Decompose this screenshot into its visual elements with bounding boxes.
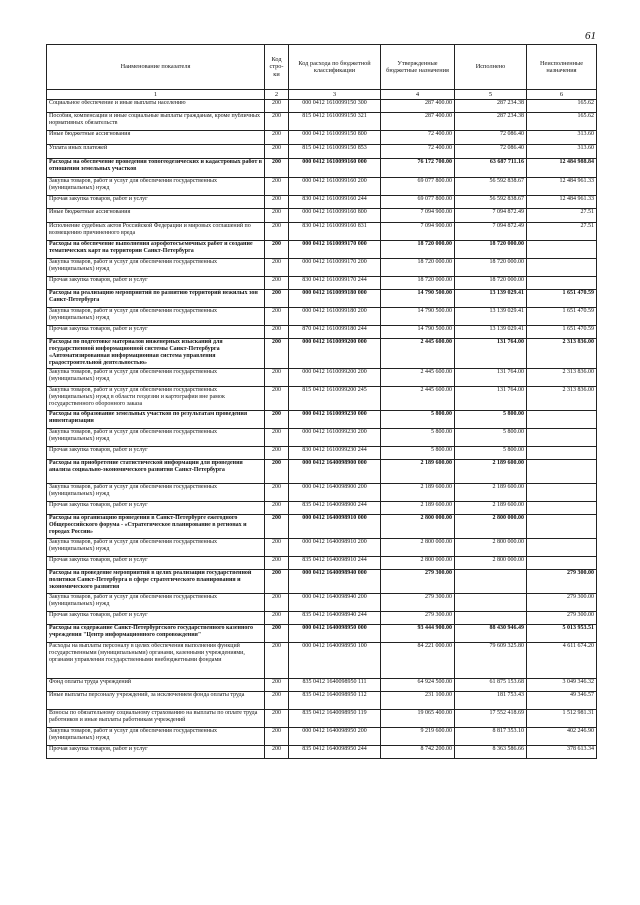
row-indicator-name: Фонд оплаты труда учреждений (47, 679, 265, 692)
row-executed-amount: 2 189 600.00 (455, 502, 527, 515)
row-line-code: 200 (265, 710, 289, 728)
table-row (47, 692, 597, 710)
row-executed-amount: 61 875 153.68 (455, 679, 527, 692)
row-remaining-amount: 1 651 470.59 (527, 290, 597, 308)
table-row (47, 557, 597, 570)
row-approved-amount: 72 400.00 (381, 131, 455, 145)
row-indicator-name: Расходы на приобретение статистической информации для проведения анализа социально-экономического развития Санкт-Петербурга (47, 460, 265, 484)
row-approved-amount: 279 300.00 (381, 612, 455, 625)
table-row (47, 159, 597, 178)
table-row (47, 308, 597, 326)
row-remaining-amount: 2 313 836.00 (527, 369, 597, 387)
row-remaining-amount: 165.62 (527, 113, 597, 131)
row-classification-code: 000 0412 1610099170 200 (289, 259, 381, 277)
row-indicator-name: Иные выплаты персоналу учреждений, за исключением фонда оплаты труда (47, 692, 265, 710)
header-line-code: Код стро-ки (265, 45, 289, 90)
row-indicator-name: Иные бюджетные ассигнования (47, 209, 265, 223)
table-row (47, 746, 597, 759)
row-line-code: 200 (265, 277, 289, 290)
row-line-code: 200 (265, 570, 289, 594)
row-line-code: 200 (265, 308, 289, 326)
row-approved-amount: 279 300.00 (381, 594, 455, 612)
row-executed-amount: 131 764.00 (455, 387, 527, 411)
row-remaining-amount: 27.51 (527, 209, 597, 223)
row-remaining-amount: 12 484 961.33 (527, 178, 597, 196)
row-indicator-name: Закупка товаров, работ и услуг для обеспечения государственных (муниципальных) нужд в области геодезии и картографии вне рамок государственного оборонного заказа (47, 387, 265, 411)
row-line-code: 200 (265, 728, 289, 746)
row-line-code: 200 (265, 429, 289, 447)
row-executed-amount (455, 612, 527, 625)
table-row (47, 594, 597, 612)
row-classification-code: 000 0412 1610099200 200 (289, 369, 381, 387)
row-approved-amount: 231 100.00 (381, 692, 455, 710)
row-remaining-amount: 279 300.00 (527, 570, 597, 594)
row-classification-code: 835 0412 1640098950 111 (289, 679, 381, 692)
table-row (47, 643, 597, 679)
table-row (47, 570, 597, 594)
row-approved-amount: 287 400.00 (381, 113, 455, 131)
table-row (47, 145, 597, 159)
row-executed-amount: 2 189 600.00 (455, 484, 527, 502)
row-line-code: 200 (265, 326, 289, 339)
row-indicator-name: Расходы на образование земельных участков по результатам проведения инвентаризации (47, 411, 265, 429)
column-number: 5 (455, 90, 527, 100)
row-classification-code: 830 0412 1610099160 244 (289, 196, 381, 209)
row-approved-amount: 5 800.00 (381, 411, 455, 429)
table-row (47, 484, 597, 502)
table-row (47, 223, 597, 241)
row-executed-amount: 13 139 029.41 (455, 308, 527, 326)
row-classification-code: 835 0412 1640098950 244 (289, 746, 381, 759)
row-line-code: 200 (265, 502, 289, 515)
row-classification-code: 000 0412 1640098900 200 (289, 484, 381, 502)
row-classification-code: 835 0412 1640098910 244 (289, 557, 381, 570)
column-number: 3 (289, 90, 381, 100)
row-classification-code: 000 0412 1610099180 200 (289, 308, 381, 326)
row-executed-amount: 72 086.40 (455, 145, 527, 159)
row-line-code: 200 (265, 369, 289, 387)
row-executed-amount: 287 234.38 (455, 100, 527, 113)
table-row (47, 679, 597, 692)
row-remaining-amount: 378 613.34 (527, 746, 597, 759)
row-remaining-amount: 402 246.90 (527, 728, 597, 746)
row-executed-amount: 79 609 325.80 (455, 643, 527, 679)
column-number: 6 (527, 90, 597, 100)
row-indicator-name: Закупка товаров, работ и услуг для обеспечения государственных (муниципальных) нужд (47, 728, 265, 746)
row-line-code: 200 (265, 625, 289, 643)
row-line-code: 200 (265, 178, 289, 196)
row-remaining-amount: 279 300.00 (527, 612, 597, 625)
table-header-row (47, 45, 597, 90)
table-row (47, 209, 597, 223)
row-line-code: 200 (265, 460, 289, 484)
row-remaining-amount: 313.60 (527, 145, 597, 159)
row-remaining-amount: 165.62 (527, 100, 597, 113)
row-line-code: 200 (265, 100, 289, 113)
row-line-code: 200 (265, 290, 289, 308)
row-classification-code: 835 0412 1640098940 244 (289, 612, 381, 625)
row-approved-amount: 8 742 200.00 (381, 746, 455, 759)
row-line-code: 200 (265, 113, 289, 131)
table-row (47, 460, 597, 484)
row-approved-amount: 9 219 600.00 (381, 728, 455, 746)
row-executed-amount: 8 363 586.66 (455, 746, 527, 759)
row-approved-amount: 64 924 500.00 (381, 679, 455, 692)
row-line-code: 200 (265, 557, 289, 570)
row-approved-amount: 5 800.00 (381, 429, 455, 447)
row-approved-amount: 69 077 800.00 (381, 196, 455, 209)
row-classification-code: 000 0412 1610099170 000 (289, 241, 381, 259)
row-remaining-amount (527, 411, 597, 429)
table-row (47, 131, 597, 145)
row-classification-code: 000 0412 1610099150 800 (289, 131, 381, 145)
row-indicator-name: Расходы на содержание Санкт-Петербургского государственного казенного учреждения "Центр информационного сопровождения" (47, 625, 265, 643)
row-executed-amount: 2 189 600.00 (455, 460, 527, 484)
table-row (47, 290, 597, 308)
row-approved-amount: 2 800 000.00 (381, 557, 455, 570)
row-approved-amount: 18 720 000.00 (381, 241, 455, 259)
row-classification-code: 835 0412 1640098950 112 (289, 692, 381, 710)
row-classification-code: 835 0412 1640098900 244 (289, 502, 381, 515)
row-executed-amount: 13 139 029.41 (455, 290, 527, 308)
row-remaining-amount (527, 502, 597, 515)
row-approved-amount: 76 172 700.00 (381, 159, 455, 178)
header-classification-code: Код расхода по бюджетной классификации (289, 45, 381, 90)
row-approved-amount: 18 720 000.00 (381, 277, 455, 290)
row-indicator-name: Закупка товаров, работ и услуг для обеспечения государственных (муниципальных) нужд (47, 369, 265, 387)
row-executed-amount: 8 817 353.10 (455, 728, 527, 746)
row-indicator-name: Прочая закупка товаров, работ и услуг (47, 502, 265, 515)
table-row (47, 241, 597, 259)
row-remaining-amount: 3 049 346.32 (527, 679, 597, 692)
row-line-code: 200 (265, 131, 289, 145)
table-body (47, 100, 597, 759)
row-approved-amount: 18 720 000.00 (381, 259, 455, 277)
table-row (47, 196, 597, 209)
table-column-numbers-row (47, 90, 597, 100)
table-row (47, 429, 597, 447)
row-line-code: 200 (265, 196, 289, 209)
row-remaining-amount (527, 484, 597, 502)
budget-execution-table (46, 44, 597, 759)
table-row (47, 100, 597, 113)
row-indicator-name: Уплата иных платежей (47, 145, 265, 159)
row-classification-code: 000 0412 1640098940 000 (289, 570, 381, 594)
row-remaining-amount: 49 346.57 (527, 692, 597, 710)
row-classification-code: 000 0412 1640098910 000 (289, 515, 381, 539)
row-approved-amount: 69 077 800.00 (381, 178, 455, 196)
row-line-code: 200 (265, 145, 289, 159)
row-classification-code: 000 0412 1610099160 000 (289, 159, 381, 178)
row-approved-amount: 14 790 500.00 (381, 290, 455, 308)
table-row (47, 502, 597, 515)
column-number: 2 (265, 90, 289, 100)
row-remaining-amount: 1 512 981.31 (527, 710, 597, 728)
row-approved-amount: 14 790 500.00 (381, 308, 455, 326)
row-approved-amount: 2 445 600.00 (381, 339, 455, 369)
row-remaining-amount (527, 539, 597, 557)
row-remaining-amount (527, 557, 597, 570)
row-approved-amount: 19 065 400.00 (381, 710, 455, 728)
row-classification-code: 000 0412 1640098950 000 (289, 625, 381, 643)
table-row (47, 387, 597, 411)
row-line-code: 200 (265, 209, 289, 223)
row-classification-code: 870 0412 1610099180 244 (289, 326, 381, 339)
row-remaining-amount: 1 651 470.59 (527, 308, 597, 326)
row-approved-amount: 2 189 600.00 (381, 460, 455, 484)
row-classification-code: 000 0412 1610099230 000 (289, 411, 381, 429)
row-indicator-name: Расходы на проведение мероприятий в целях реализации государственной политики Санкт-Петербурга в сфере стратегического планирования и экономического развития (47, 570, 265, 594)
row-indicator-name: Закупка товаров, работ и услуг для обеспечения государственных (муниципальных) нужд (47, 429, 265, 447)
table-row (47, 113, 597, 131)
row-remaining-amount: 2 313 836.00 (527, 339, 597, 369)
row-classification-code: 830 0412 1610099160 831 (289, 223, 381, 241)
row-classification-code: 000 0412 1610099160 200 (289, 178, 381, 196)
row-executed-amount: 181 753.43 (455, 692, 527, 710)
row-line-code: 200 (265, 223, 289, 241)
table-row (47, 539, 597, 557)
row-executed-amount: 2 800 000.00 (455, 515, 527, 539)
row-classification-code: 000 0412 1610099160 800 (289, 209, 381, 223)
header-approved: Утвержденные бюджетные назначения (381, 45, 455, 90)
table-row (47, 339, 597, 369)
row-executed-amount: 5 800.00 (455, 429, 527, 447)
row-line-code: 200 (265, 643, 289, 679)
row-indicator-name: Прочая закупка товаров, работ и услуг (47, 277, 265, 290)
row-indicator-name: Прочая закупка товаров, работ и услуг (47, 196, 265, 209)
page-number: 61 (585, 30, 596, 42)
row-indicator-name: Прочая закупка товаров, работ и услуг (47, 447, 265, 460)
row-line-code: 200 (265, 539, 289, 557)
table-row (47, 326, 597, 339)
row-approved-amount: 84 221 000.00 (381, 643, 455, 679)
row-classification-code: 000 0412 1610099150 300 (289, 100, 381, 113)
table-row (47, 369, 597, 387)
row-approved-amount: 2 445 600.00 (381, 387, 455, 411)
table-row (47, 710, 597, 728)
table-row (47, 612, 597, 625)
row-executed-amount: 18 720 000.00 (455, 241, 527, 259)
row-indicator-name: Прочая закупка товаров, работ и услуг (47, 612, 265, 625)
row-executed-amount: 88 430 946.49 (455, 625, 527, 643)
row-executed-amount: 5 800.00 (455, 411, 527, 429)
row-line-code: 200 (265, 159, 289, 178)
row-indicator-name: Пособия, компенсации и иные социальные выплаты гражданам, кроме публичных нормативных обязательств (47, 113, 265, 131)
row-indicator-name: Закупка товаров, работ и услуг для обеспечения государственных (муниципальных) нужд (47, 178, 265, 196)
row-approved-amount: 7 094 900.00 (381, 209, 455, 223)
row-executed-amount: 18 720 000.00 (455, 259, 527, 277)
row-indicator-name: Закупка товаров, работ и услуг для обеспечения государственных (муниципальных) нужд (47, 539, 265, 557)
table-row (47, 447, 597, 460)
table-row (47, 515, 597, 539)
row-remaining-amount: 27.51 (527, 223, 597, 241)
row-executed-amount (455, 594, 527, 612)
row-indicator-name: Расходы на организацию проведения в Санкт-Петербурге ежегодного Общероссийского форума - «Стратегическое планирование в регионах и городах России» (47, 515, 265, 539)
row-executed-amount: 56 592 838.67 (455, 196, 527, 209)
header-remaining: Неисполненные назначения (527, 45, 597, 90)
table-row (47, 277, 597, 290)
row-indicator-name: Расходы на обеспечение выполнения аэрофотосъемочных работ и создание тематических карт на территории Санкт-Петербурга (47, 241, 265, 259)
row-remaining-amount (527, 259, 597, 277)
row-executed-amount (455, 570, 527, 594)
row-classification-code: 000 0412 1640098940 200 (289, 594, 381, 612)
row-remaining-amount: 4 611 674.20 (527, 643, 597, 679)
table-row (47, 259, 597, 277)
row-remaining-amount (527, 447, 597, 460)
row-classification-code: 830 0412 1610099230 244 (289, 447, 381, 460)
row-classification-code: 000 0412 1640098950 200 (289, 728, 381, 746)
row-remaining-amount (527, 241, 597, 259)
row-executed-amount: 18 720 000.00 (455, 277, 527, 290)
row-classification-code: 000 0412 1640098950 100 (289, 643, 381, 679)
row-classification-code: 835 0412 1640098950 119 (289, 710, 381, 728)
row-indicator-name: Социальное обеспечение и иные выплаты населению (47, 100, 265, 113)
row-line-code: 200 (265, 679, 289, 692)
table-row (47, 178, 597, 196)
row-executed-amount: 287 234.38 (455, 113, 527, 131)
row-executed-amount: 2 800 000.00 (455, 539, 527, 557)
row-indicator-name: Прочая закупка товаров, работ и услуг (47, 746, 265, 759)
row-line-code: 200 (265, 339, 289, 369)
row-remaining-amount: 1 651 470.59 (527, 326, 597, 339)
row-line-code: 200 (265, 241, 289, 259)
row-line-code: 200 (265, 447, 289, 460)
row-remaining-amount: 5 013 953.51 (527, 625, 597, 643)
row-approved-amount: 2 189 600.00 (381, 484, 455, 502)
row-classification-code: 000 0412 1610099230 200 (289, 429, 381, 447)
row-remaining-amount: 12 484 961.33 (527, 196, 597, 209)
row-executed-amount: 131 764.00 (455, 339, 527, 369)
row-classification-code: 000 0412 1640098910 200 (289, 539, 381, 557)
row-line-code: 200 (265, 594, 289, 612)
row-indicator-name: Взносы по обязательному социальному страхованию на выплаты по оплате труда работников и иные выплаты работникам учреждений (47, 710, 265, 728)
row-indicator-name: Исполнение судебных актов Российской Федерации и мировых соглашений по возмещению причиненного вреда (47, 223, 265, 241)
row-indicator-name: Расходы по подготовке материалов инженерных изысканий для государственной информационной системы Санкт-Петербурга «Автоматизированная информационная система управления градостроительной деятельностью» (47, 339, 265, 369)
table-row (47, 728, 597, 746)
row-executed-amount: 7 094 872.49 (455, 209, 527, 223)
row-indicator-name: Иные бюджетные ассигнования (47, 131, 265, 145)
row-executed-amount: 2 800 000.00 (455, 557, 527, 570)
row-line-code: 200 (265, 411, 289, 429)
row-indicator-name: Расходы на реализацию мероприятий по развитию территорий нежилых зон Санкт-Петербурга (47, 290, 265, 308)
row-approved-amount: 7 094 900.00 (381, 223, 455, 241)
row-remaining-amount (527, 277, 597, 290)
row-classification-code: 830 0412 1610099170 244 (289, 277, 381, 290)
row-executed-amount: 17 552 418.69 (455, 710, 527, 728)
row-classification-code: 815 0412 1610099150 853 (289, 145, 381, 159)
header-executed: Исполнено (455, 45, 527, 90)
row-approved-amount: 2 800 000.00 (381, 515, 455, 539)
row-line-code: 200 (265, 515, 289, 539)
row-executed-amount: 56 592 838.67 (455, 178, 527, 196)
row-approved-amount: 5 800.00 (381, 447, 455, 460)
column-number: 4 (381, 90, 455, 100)
row-line-code: 200 (265, 387, 289, 411)
header-indicator-name: Наименование показателя (47, 45, 265, 90)
row-classification-code: 815 0412 1610099150 321 (289, 113, 381, 131)
row-classification-code: 000 0412 1640098900 000 (289, 460, 381, 484)
row-classification-code: 000 0412 1610099180 000 (289, 290, 381, 308)
row-approved-amount: 2 445 600.00 (381, 369, 455, 387)
row-remaining-amount: 12 484 988.84 (527, 159, 597, 178)
table-row (47, 411, 597, 429)
row-classification-code: 000 0412 1610099200 000 (289, 339, 381, 369)
column-number: 1 (47, 90, 265, 100)
row-executed-amount: 63 687 711.16 (455, 159, 527, 178)
table-row (47, 625, 597, 643)
row-indicator-name: Закупка товаров, работ и услуг для обеспечения государственных (муниципальных) нужд (47, 259, 265, 277)
row-remaining-amount (527, 515, 597, 539)
row-approved-amount: 287 400.00 (381, 100, 455, 113)
row-remaining-amount (527, 460, 597, 484)
row-executed-amount: 13 139 029.41 (455, 326, 527, 339)
row-indicator-name: Закупка товаров, работ и услуг для обеспечения государственных (муниципальных) нужд (47, 308, 265, 326)
row-approved-amount: 72 400.00 (381, 145, 455, 159)
row-remaining-amount: 313.60 (527, 131, 597, 145)
row-approved-amount: 2 189 600.00 (381, 502, 455, 515)
row-remaining-amount: 279 300.00 (527, 594, 597, 612)
row-indicator-name: Расходы на обеспечение проведения топогеодезических и кадастровых работ в отношении земельных участков (47, 159, 265, 178)
row-approved-amount: 279 300.00 (381, 570, 455, 594)
row-approved-amount: 2 800 000.00 (381, 539, 455, 557)
row-line-code: 200 (265, 484, 289, 502)
row-approved-amount: 93 444 900.00 (381, 625, 455, 643)
row-line-code: 200 (265, 259, 289, 277)
row-remaining-amount: 2 313 836.00 (527, 387, 597, 411)
row-indicator-name: Прочая закупка товаров, работ и услуг (47, 326, 265, 339)
row-classification-code: 815 0412 1610099200 245 (289, 387, 381, 411)
row-line-code: 200 (265, 612, 289, 625)
row-approved-amount: 14 790 500.00 (381, 326, 455, 339)
row-executed-amount: 72 086.40 (455, 131, 527, 145)
row-indicator-name: Закупка товаров, работ и услуг для обеспечения государственных (муниципальных) нужд (47, 484, 265, 502)
row-line-code: 200 (265, 746, 289, 759)
row-executed-amount: 5 800.00 (455, 447, 527, 460)
row-remaining-amount (527, 429, 597, 447)
row-executed-amount: 131 764.00 (455, 369, 527, 387)
row-executed-amount: 7 094 872.49 (455, 223, 527, 241)
row-indicator-name: Расходы на выплаты персоналу в целях обеспечения выполнения функций государственными (муниципальными) органами, казенными учреждениями, органами управления государственными внебюджетными фондами (47, 643, 265, 679)
row-line-code: 200 (265, 692, 289, 710)
row-indicator-name: Прочая закупка товаров, работ и услуг (47, 557, 265, 570)
row-indicator-name: Закупка товаров, работ и услуг для обеспечения государственных (муниципальных) нужд (47, 594, 265, 612)
